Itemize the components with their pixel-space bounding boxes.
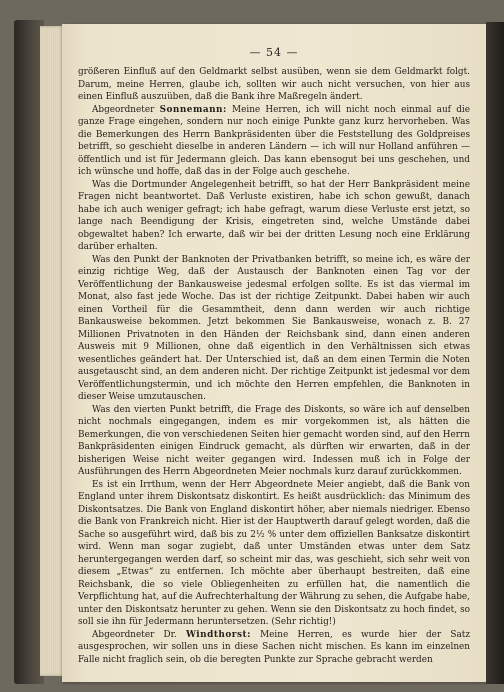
paragraph	[78, 629, 470, 667]
page-number: — 54 —	[249, 46, 299, 59]
page-text	[78, 66, 470, 666]
paragraph-text: Was den vierten Punkt betrifft, die Frage des Diskonts, so wäre ich auf denselben nicht nochmals eingegangen, indem es mir vorgekommen ist, als hätten die Bemerkungen, die von verschiedenen Seiten hier gemacht worden sind, auf den Herrn Bankpräsidenten einigen Eindruck gemacht, als dürften wir erwarten, daß in der bisherigen Weise nicht weiter gegangen wird. Indessen muß ich in Folge der Ausführungen des Herrn Abgeordneten Meier nochmals kurz darauf zurückkommen.	[78, 404, 470, 477]
paragraph-text: Meine Herren, es wurde hier der Satz ausgesprochen, wir sollen uns in diese Sachen nicht mischen. Es kann im einzelnen Falle nicht fraglich sein, ob die beregten Punkte zur Sprache gebracht werden	[78, 629, 470, 665]
book-page	[62, 24, 486, 682]
paragraph	[78, 66, 470, 104]
paragraph-lead: Abgeordneter	[92, 104, 160, 115]
paragraph	[78, 254, 470, 404]
speaker-name: Sonnemann:	[159, 104, 227, 115]
speaker-name: Windthorst:	[185, 629, 251, 640]
paragraph-text: Es ist ein Irrthum, wenn der Herr Abgeordnete Meier angiebt, daß die Bank von England unter ihrem Diskontsatz diskontirt. Es heißt ausdrücklich: das Minimum des Diskontsatzes. Die Bank von England diskontirt höher, aber niemals niedriger. Ebenso die Bank von Frankreich nicht. Hier ist der Hauptwerth darauf gelegt worden, daß die Sache so ausgeführt wird, daß bis zu 2½ % unter dem offiziellen Banksatze diskontirt wird. Wenn man sogar zugiebt, daß unter Umständen etwas unter dem Satz heruntergegangen werden darf, so scheint mir das, was geschieht, sich sehr weit von diesem „Etwas“ zu entfernen. Ich möchte aber überhaupt bestreiten, daß eine Reichsbank, die so viele Obliegenheiten zu erfüllen hat, die namentlich die Verpflichtung hat, auf die Aufrechterhaltung der Währung zu sehen, die Aufgabe habe, unter den Diskontsatz herunter zu gehen. Wenn sie den Diskontsatz zu hoch findet, so soll sie ihn für Jedermann heruntersetzen. (Sehr richtig!)	[78, 479, 471, 627]
paragraph	[78, 179, 470, 254]
book-cover-right	[486, 22, 504, 684]
paragraph	[78, 479, 470, 629]
paragraph-text: Was den Punkt der Banknoten der Privatbanken betrifft, so meine ich, es wäre der einzig richtige Weg, daß der Austausch der Banknoten einen Tag vor der Veröffentlichung der Bankausweise jedesmal erfolgen sollte. Es ist das viermal im Monat, also fast jede Woche. Das ist der richtige Zeitpunkt. Dabei haben wir auch einen Vortheil für die Gesammtheit, denn dann werden wir auch richtige Bankausweise bekommen. Jetzt bekommen Sie Bankausweise, wonach z. B. 27 Millionen Privatnoten in den Händen der Reichsbank sind, dann einen anderen Ausweis mit 9 Millionen, ohne daß eigentlich in den Verhältnissen sich etwas wesentliches geändert hat. Der Unterschied ist, daß an dem einen Termin die Noten ausgetauscht sind, an dem anderen nicht. Der richtige Zeitpunkt ist jedesmal vor dem Veröffentlichungstermin, und ich möchte den Herren empfehlen, die Banknoten in dieser Weise umzutauschen.	[78, 254, 470, 402]
paragraph-lead: Abgeordneter Dr.	[92, 629, 186, 640]
paragraph-text: größeren Einfluß auf den Geldmarkt selbst ausüben, wenn sie dem Geldmarkt folgt. Darum, meine Herren, glaube ich, sollten wir auch nicht versuchen, von hier aus einen Einfluß auszuüben, daß die Bank ihre Maßregeln ändert.	[78, 67, 470, 102]
paragraph	[78, 104, 470, 179]
page-edges	[40, 26, 64, 676]
paragraph	[78, 404, 470, 479]
paragraph-text: Meine Herren, ich will nicht noch einmal auf die ganze Frage eingehen, sondern nur noch einige Punkte ganz kurz hervorheben. Was die Bemerkungen des Herrn Bankpräsidenten über die Feststellung des Goldpreises betrifft, so geschieht dieselbe in anderen Ländern — ich will nur Holland anführen — öffentlich und ist für Jedermann gleich. Das kann ebensogut bei uns geschehen, und ich wünsche und hoffe, daß das in der Folge auch geschehe.	[78, 104, 470, 177]
paragraph-text: Was die Dortmunder Angelegenheit betrifft, so hat der Herr Bankpräsident meine Fragen nicht beantwortet. Daß Verluste existiren, habe ich schon gewußt, danach habe ich auch weniger gefragt; ich habe gefragt, warum diese Verluste erst jetzt, so lange nach Beendigung der Krisis, eingetreten sind, welche Umstände dabei obgewaltet haben? Ich erwarte, daß wir bei der dritten Lesung noch eine Erklärung darüber erhalten.	[78, 179, 470, 252]
